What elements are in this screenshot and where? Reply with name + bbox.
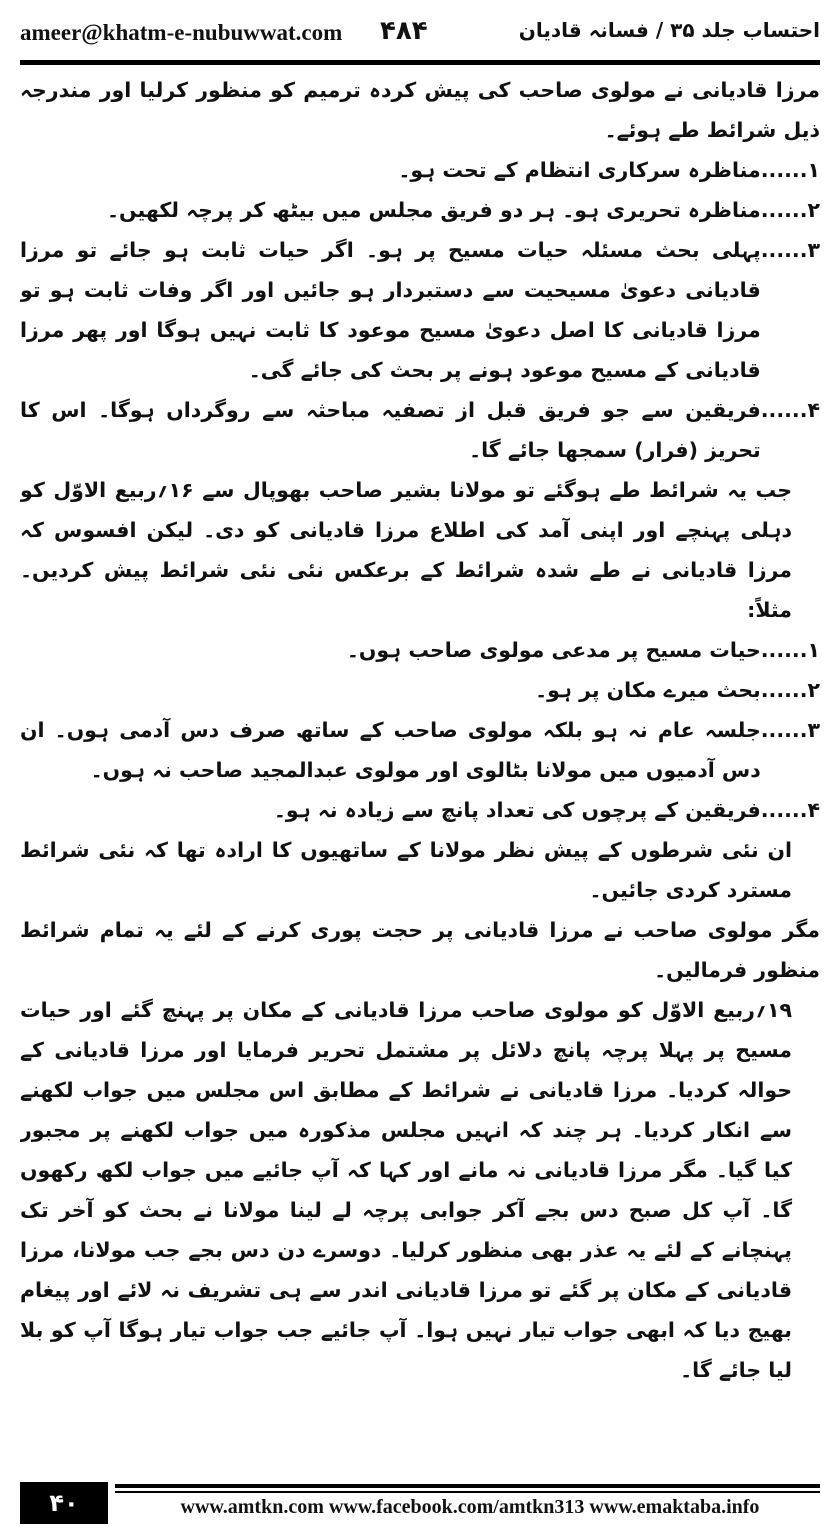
- condition-text: مناظرہ سرکاری انتظام کے تحت ہو۔: [398, 158, 761, 182]
- new-condition-marker: ۲......: [760, 678, 820, 702]
- new-condition-text: جلسہ عام نہ ہو بلکہ مولوی صاحب کے ساتھ صرف دس آدمی ہوں۔ ان دس آدمیوں میں مولانا بٹالوی اور مولوی عبدالمجید صاحب نہ ہوں۔: [20, 718, 761, 782]
- new-condition-item-2: [20, 670, 820, 710]
- header-rule: [20, 60, 820, 65]
- condition-marker: ۱......: [760, 158, 820, 182]
- header-book-title: احتساب جلد ۳۵ / فسانہ قادیان: [518, 18, 820, 42]
- middle-paragraph: جب یہ شرائط طے ہوگئے تو مولانا بشیر صاحب بھوپال سے ۱۶؍ربیع الاوّل کو دہلی پہنچے اور اپنی آمد کی اطلاع مرزا قادیانی کو دی۔ لیکن افسوس کہ مرزا قادیانی نے طے شدہ شرائط کے برعکس نئی نئی شرائط پیش کردیں۔ مثلاً:: [20, 478, 792, 622]
- condition-text: مناظرہ تحریری ہو۔ ہر دو فریق مجلس میں بیٹھ کر پرچہ لکھیں۔: [107, 198, 761, 222]
- new-condition-item-4: [20, 790, 820, 830]
- closing-paragraph-3: ۱۹؍ربیع الاوّل کو مولوی صاحب مرزا قادیانی کے مکان پر پہنچ گئے اور حیات مسیح پر پہلا پرچہ پانچ دلائل پر مشتمل تحریر فرمایا اور مرزا قادیانی کے حوالہ کردیا۔ مرزا قادیانی نے شرائط کے مطابق اس مجلس میں جواب لکھنے سے انکار کردیا۔ ہر چند کہ انہیں مجلس مذکورہ میں جواب لکھنے پر مجبور کیا گیا۔ مگر مرزا قادیانی نہ مانے اور کہا کہ آپ جائیے میں جواب لکھ رکھوں گا۔ آپ کل صبح دس بجے آکر جوابی پرچہ لے لینا مولانا نے بحث کو آخر تک پہنچانے کے لئے یہ عذر بھی منظور کرلیا۔ دوسرے دن دس بجے جب مولانا، مرزا قادیانی کے مکان پر گئے تو مرزا قادیانی اندر سے ہی تشریف نہ لائے اور پیغام بھیج دیا کہ ابھی جواب تیار نہیں ہوا۔ آپ جائیے جب جواب تیار ہوگا آپ کو بلا لیا جائے گا۔: [20, 998, 792, 1382]
- condition-marker: ۳......: [760, 238, 820, 262]
- footer-page-number: ۴۰: [20, 1482, 108, 1524]
- new-condition-text: فریقین کے پرچوں کی تعداد پانچ سے زیادہ نہ ہو۔: [273, 798, 761, 822]
- page-body: [20, 70, 820, 1470]
- new-condition-text: حیات مسیح پر مدعی مولوی صاحب ہوں۔: [346, 638, 761, 662]
- closing-paragraph-1: ان نئی شرطوں کے پیش نظر مولانا کے ساتھیوں کا ارادہ تھا کہ نئی شرائط مسترد کردی جائیں۔: [20, 838, 792, 902]
- new-condition-text: بحث میرے مکان پر ہو۔: [535, 678, 761, 702]
- footer-rule-thick: [115, 1484, 820, 1488]
- new-condition-marker: ۳......: [760, 718, 820, 742]
- new-condition-item-3: [20, 710, 820, 790]
- condition-marker: ۴......: [760, 398, 820, 422]
- condition-item-2: [20, 190, 820, 230]
- footer-rule-thin: [115, 1491, 820, 1493]
- condition-marker: ۲......: [760, 198, 820, 222]
- header-email: ameer@khatm-e-nubuwwat.com: [20, 20, 343, 45]
- condition-item-3: [20, 230, 820, 390]
- footer-links: www.amtkn.com www.facebook.com/amtkn313 www.emaktaba.info: [180, 1496, 760, 1518]
- header-page-number: ۴۸۴: [380, 16, 428, 46]
- condition-text: پہلی بحث مسئلہ حیات مسیح پر ہو۔ اگر حیات ثابت ہو جائے تو مرزا قادیانی دعویٰ مسیحیت سے دستبردار ہو جائیں اور اگر وفات ثابت ہو تو مرزا قادیانی کا اصل دعویٰ مسیح موعود کا ثابت نہیں ہوگا اور پھر مرزا قادیانی کے مسیح موعود ہونے پر بحث کی جائے گی۔: [20, 238, 761, 382]
- condition-item-4: [20, 390, 820, 470]
- new-condition-marker: ۱......: [760, 638, 820, 662]
- condition-item-1: [20, 150, 820, 190]
- condition-text: فریقین سے جو فریق قبل از تصفیہ مباحثہ سے روگرداں ہوگا۔ اس کا تحریز (فرار) سمجھا جائے گا۔: [20, 398, 761, 462]
- intro-paragraph: مرزا قادیانی نے مولوی صاحب کی پیش کردہ ترمیم کو منظور کرلیا اور مندرجہ ذیل شرائط طے ہوئے۔: [20, 78, 820, 142]
- new-condition-item-1: [20, 630, 820, 670]
- new-condition-marker: ۴......: [760, 798, 820, 822]
- page-header: [20, 12, 820, 56]
- closing-paragraph-2: مگر مولوی صاحب نے مرزا قادیانی پر حجت پوری کرنے کے لئے یہ تمام شرائط منظور فرمالیں۔: [20, 918, 820, 982]
- page-footer: [20, 1482, 820, 1524]
